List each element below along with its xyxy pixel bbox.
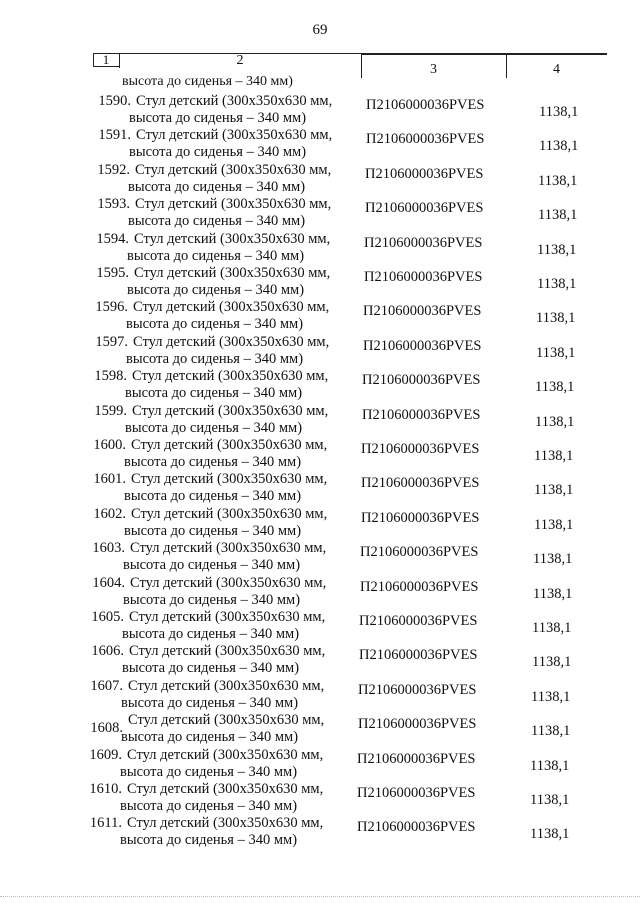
row-code: П2106000036PVES <box>366 97 485 113</box>
row-description-line-2: высота до сиденья – 340 мм) <box>128 213 306 230</box>
header-col-2: 2 <box>236 53 244 68</box>
row-description-line-1: Стул детский (300х350х630 мм, <box>127 815 324 832</box>
row-price: 1138,1 <box>537 276 577 292</box>
row-description-line-1: Стул детский (300х350х630 мм, <box>134 265 331 281</box>
row-number: 1600. <box>93 437 126 453</box>
row-number: 1609. <box>89 746 122 763</box>
row-description-line-1: Стул детский (300х350х630 мм, <box>132 368 329 385</box>
row-number: 1604. <box>92 574 125 591</box>
row-number: 1610. <box>89 781 122 797</box>
row-code: П2106000036PVES <box>360 578 479 595</box>
row-code: П2106000036PVES <box>357 785 476 801</box>
row-code: П2106000036PVES <box>358 681 477 698</box>
row-number: 1601. <box>93 471 126 488</box>
row-description-line-2: высота до сиденья – 340 мм) <box>121 694 299 711</box>
row-number: 1599. <box>94 402 127 419</box>
row-code: П2106000036PVES <box>366 131 485 148</box>
row-number: 1596. <box>95 299 128 316</box>
header-col-1: 1 <box>102 52 110 67</box>
row-code: П2106000036PVES <box>359 613 478 629</box>
row-description-line-1: Стул детский (300х350х630 мм, <box>130 574 327 591</box>
row-description-line-1: Стул детский (300х350х630 мм, <box>131 505 328 522</box>
row-description-line-2: высота до сиденья – 340 мм) <box>123 591 301 608</box>
table-row <box>0 368 640 402</box>
row-price: 1138,1 <box>530 757 570 774</box>
row-code: П2106000036PVES <box>360 544 479 561</box>
row-price: 1138,1 <box>532 654 572 671</box>
row-price: 1138,1 <box>538 172 578 189</box>
row-price: 1138,1 <box>533 551 573 568</box>
row-description-line-1: Стул детский (300х350х630 мм, <box>131 437 328 453</box>
table-row <box>0 162 640 196</box>
row-price: 1138,1 <box>536 310 576 327</box>
row-price: 1138,1 <box>534 516 574 533</box>
table-row <box>0 609 640 643</box>
table-row <box>0 265 640 299</box>
table-row <box>0 403 640 437</box>
row-price: 1138,1 <box>537 241 577 258</box>
row-number: 1605. <box>91 609 124 625</box>
row-description-line-1: Стул детский (300х350х630 мм, <box>136 93 333 109</box>
row-description-line-1: Стул детский (300х350х630 мм, <box>132 402 329 419</box>
table-row <box>0 575 640 609</box>
row-price: 1138,1 <box>530 792 570 808</box>
row-code: П2106000036PVES <box>358 716 477 733</box>
row-description-line-1: Стул детский (300х350х630 мм, <box>129 609 326 625</box>
row-number: 1602. <box>93 505 126 522</box>
row-number: 1607. <box>90 677 123 694</box>
row-price: 1138,1 <box>534 482 574 499</box>
row-code: П2106000036PVES <box>365 165 484 182</box>
header-col-3: 3 <box>430 62 437 77</box>
row-description-line-2: высота до сиденья – 340 мм) <box>120 798 298 814</box>
table-row <box>0 815 640 849</box>
row-price: 1138,1 <box>536 344 576 361</box>
header-col-4: 4 <box>553 62 560 77</box>
continuation-text: высота до сиденья – 340 мм) <box>122 74 293 89</box>
table-row <box>0 299 640 333</box>
row-description-line-2: высота до сиденья – 340 мм) <box>120 832 298 849</box>
row-price: 1138,1 <box>538 207 578 224</box>
table-row <box>0 437 640 471</box>
row-price: 1138,1 <box>534 448 574 464</box>
row-number: 1608. <box>90 720 123 737</box>
table-row <box>0 93 640 127</box>
row-description-line-1: Стул детский (300х350х630 мм, <box>130 540 327 557</box>
row-description-line-1: Стул детский (300х350х630 мм, <box>136 127 333 144</box>
table-row <box>0 506 640 540</box>
header-divider <box>361 54 607 55</box>
table-row <box>0 334 640 368</box>
row-description-line-1: Стул детский (300х350х630 мм, <box>135 161 332 178</box>
row-description-line-2: высота до сиденья – 340 мм) <box>120 763 298 780</box>
row-price: 1138,1 <box>539 104 579 120</box>
row-description-line-2: высота до сиденья – 340 мм) <box>122 660 300 677</box>
row-code: П2106000036PVES <box>362 406 481 423</box>
table-row <box>0 678 640 712</box>
row-description-line-1: Стул детский (300х350х630 мм, <box>127 746 324 763</box>
row-number: 1591. <box>98 127 131 144</box>
row-number: 1593. <box>97 196 130 213</box>
row-price: 1138,1 <box>531 723 571 740</box>
row-number: 1595. <box>96 265 129 281</box>
row-number: 1606. <box>91 643 124 660</box>
row-code: П2106000036PVES <box>361 441 480 457</box>
row-price: 1138,1 <box>535 413 575 430</box>
row-description-line-1: Стул детский (300х350х630 мм, <box>135 196 332 213</box>
row-description-line-2: высота до сиденья – 340 мм) <box>124 522 302 539</box>
row-code: П2106000036PVES <box>357 819 476 836</box>
table-row <box>0 781 640 815</box>
row-code: П2106000036PVES <box>359 647 478 664</box>
row-description-line-2: высота до сиденья – 340 мм) <box>129 110 307 126</box>
row-description-line-1: Стул детский (300х350х630 мм, <box>128 712 325 729</box>
row-price: 1138,1 <box>533 585 573 602</box>
row-code: П2106000036PVES <box>363 303 482 320</box>
row-description-line-1: Стул детский (300х350х630 мм, <box>133 299 330 316</box>
row-number: 1594. <box>96 230 129 247</box>
table-row <box>0 540 640 574</box>
page-number: 69 <box>312 22 328 38</box>
row-description-line-2: высота до сиденья – 340 мм) <box>126 316 304 333</box>
row-description-line-1: Стул детский (300х350х630 мм, <box>128 677 325 694</box>
row-price: 1138,1 <box>531 688 571 705</box>
row-price: 1138,1 <box>535 379 575 396</box>
row-code: П2106000036PVES <box>361 475 480 492</box>
row-description-line-2: высота до сиденья – 340 мм) <box>124 488 302 505</box>
row-code: П2106000036PVES <box>357 750 476 767</box>
table-row <box>0 747 640 781</box>
row-description-line-2: высота до сиденья – 340 мм) <box>127 282 305 298</box>
row-description-line-2: высота до сиденья – 340 мм) <box>123 557 301 574</box>
row-code: П2106000036PVES <box>361 509 480 526</box>
row-code: П2106000036PVES <box>365 200 484 217</box>
table-row <box>0 712 640 746</box>
row-price: 1138,1 <box>532 620 572 636</box>
row-description-line-1: Стул детский (300х350х630 мм, <box>127 781 324 797</box>
row-code: П2106000036PVES <box>364 269 483 285</box>
row-description-line-2: высота до сиденья – 340 мм) <box>127 247 305 264</box>
row-description-line-2: высота до сиденья – 340 мм) <box>121 729 299 746</box>
row-description-line-2: высота до сиденья – 340 мм) <box>129 144 307 161</box>
table-row <box>0 471 640 505</box>
table-row <box>0 196 640 230</box>
page-footer-marks <box>0 896 640 901</box>
row-number: 1597. <box>95 333 128 350</box>
row-description-line-2: высота до сиденья – 340 мм) <box>125 419 303 436</box>
row-description-line-1: Стул детский (300х350х630 мм, <box>131 471 328 488</box>
table-row <box>0 127 640 161</box>
row-number: 1603. <box>92 540 125 557</box>
row-description-line-1: Стул детский (300х350х630 мм, <box>134 230 331 247</box>
row-description-line-2: высота до сиденья – 340 мм) <box>126 350 304 367</box>
row-number: 1611. <box>89 815 122 832</box>
row-price: 1138,1 <box>530 826 570 843</box>
row-description-line-1: Стул детский (300х350х630 мм, <box>129 643 326 660</box>
row-description-line-1: Стул детский (300х350х630 мм, <box>133 333 330 350</box>
table-row <box>0 643 640 677</box>
row-description-line-2: высота до сиденья – 340 мм) <box>128 178 306 195</box>
row-number: 1592. <box>97 161 130 178</box>
row-code: П2106000036PVES <box>363 337 482 354</box>
row-description-line-2: высота до сиденья – 340 мм) <box>122 626 300 642</box>
table-row <box>0 231 640 265</box>
row-description-line-2: высота до сиденья – 340 мм) <box>124 454 302 470</box>
row-number: 1598. <box>94 368 127 385</box>
row-code: П2106000036PVES <box>364 234 483 251</box>
row-code: П2106000036PVES <box>362 372 481 389</box>
row-number: 1590. <box>98 93 131 109</box>
row-price: 1138,1 <box>539 138 579 155</box>
row-description-line-2: высота до сиденья – 340 мм) <box>125 385 303 402</box>
